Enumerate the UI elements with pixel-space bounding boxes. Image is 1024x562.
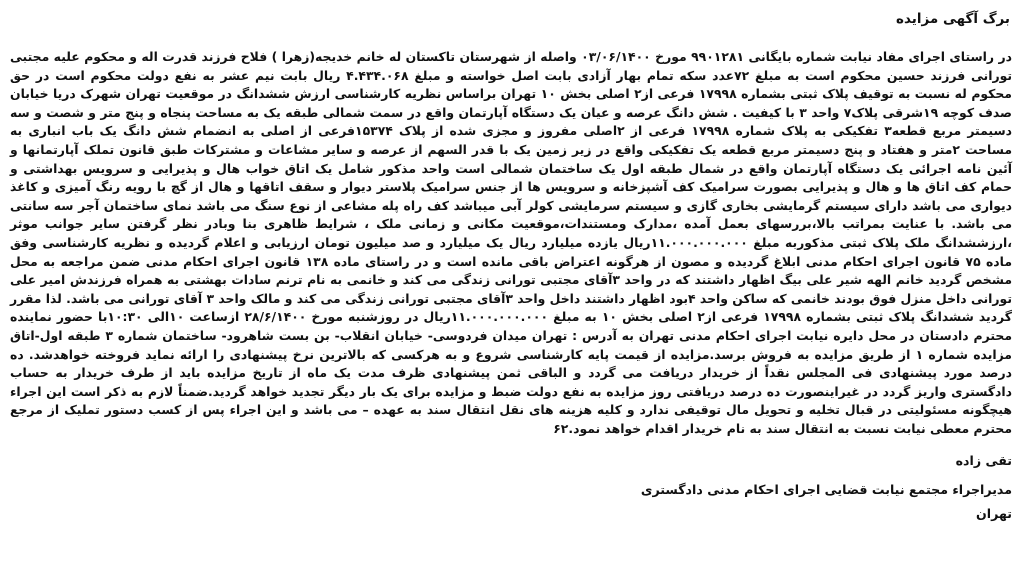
notice-title: برگ آگهی مزایده [896, 11, 1010, 27]
signer-name: تقی زاده [955, 453, 1012, 469]
notice-body-text: در راستای اجرای مفاد نیابت شماره بایگانی ۹۹۰۱۲۸۱ مورخ ۰۳/۰۶/۱۴۰۰ واصله از شهرستان تاکستان له خانم خدیجه(زهرا ) فلاح فرزند قدرت اله و محکوم علیه مجتبی تورانی فرزند حسین محکوم است به مبلغ ۷۲عدد سکه تمام بهار آزادی بابت اصل خواسته و مبلغ ۴.۴۳۴.۰۶۸ ریال بابت نیم عشر به نفع دولت محکوم است در حق محکوم له نسبت به توقیف پلاک ثبتی بشماره ۱۷۹۹۸ فرعی از۲ اصلی بخش ۱۰ تهران براساس نظریه کارشناسی ارزش ششدانگ در موقعیت تهران شهرک دریا خیابان صدف کوچه ۱۹شرقی پلاک۷ واحد ۳ با کیفیت . شش دانگ عرصه و عیان یک دستگاه آپارتمان واقع در سمت شمالی طبقه یک به مساحت پنجاه و پنج متر و شصت و سه دسیمتر مربع قطعه۳ تفکیکی به پلاک شماره ۱۷۹۹۸ فرعی از ۲اصلی مفروز و مجزی شده از پلاک ۱۵۳۷۴فرعی از اصلی به انضمام شش دانگ یک باب انباری به مساحت ۲متر و هفتاد و پنج دسیمتر مربع قطعه یک تفکیکی واقع در زیر زمین یک با قدر السهم از عرصه و سایر مشاعات و مشترکات طبق قانون تملک آپارتمانها و آئین نامه اجرائی یک دستگاه آپارتمان واقع در شمال طبقه اول یک ساختمان شمالی است واحد مذکور شامل یک اتاق خواب هال و پذیرایی و سرویس بهداشتی و حمام کف اتاق ها و هال و پذیرایی بصورت سرامیک کف آشپزخانه و سرویس ها از جنس سرامیک پلاستر دیوار و سقف اتاقها و هال از گچ با رویه رنگ آمیزی و کاغذ دیواری می باشد دارای سیستم گرمایشی بخاری گازی و سیستم سرمایشی کولر آبی میباشد کف راه پله مشاعی از نوع سنگ می باشد نمای ساختمان آجر سه سانتی می باشد. با عنایت بمراتب بالا،بررسهای بعمل آمده ،مدارک ومستندات،موقعیت مکانی و زمانی ملک ، شرایط ظاهری بنا وبادر نظر گرفتن سایر جوانب موثر ،ارزششدانگ ملک پلاک ثبتی مذکوربه مبلغ ۱۱.۰۰۰.۰۰۰.۰۰۰ریال یازده میلیارد ریال یک میلیارد و صد میلیون تومان ارزیابی و اعلام گردیده و نظریه کارشناسی وفق ماده ۷۵ قانون اجرای احکام مدنی ابلاغ گردیده و مصون از هرگونه اعتراض باقی مانده است و در راستای ماده ۱۳۸ قانون اجرای احکام مدنی ضمن مراجعه به محل مشخص گردید خانم الهه شیر علی بیگ اظهار داشتند که در واحد ۳آقای مجتبی تورانی زندگی می کند و خانمی به نام ترنم سادات بهشتی به همراه فرزندش امیر علی تورانی داخل منزل فوق بودند خانمی که ساکن واحد ۴بود اظهار داشتند داخل واحد ۳آقای مجتبی تورانی زندگی می کند و مالک واحد ۳ آقای تورانی می باشد. لذا مقرر گردید ششدانگ پلاک ثبتی بشماره ۱۷۹۹۸ فرعی از۲ اصلی بخش ۱۰ به مبلغ ۱۱.۰۰۰.۰۰۰.۰۰۰ریال در روزشنبه مورخ ۲۸/۶/۱۴۰۰ ازساعت ۱۰الی ۱۰:۳۰با حضور نماینده محترم دادستان در محل دایره نیابت اجرای احکام مدنی تهران به آدرس : تهران میدان فردوسی- خیابان انقلاب- بن بست شاهرود- ساختمان شماره ۳ طبقه اول-اتاق مزایده شماره ۱ از طریق مزایده به فروش برسد.مزایده از قیمت پایه کارشناسی شروع و به هرکسی که بالاترین نرخ پیشنهادی را ارائه نماید فروخته خواهدشد. ده درصد مورد پیشنهادی فی المجلس نقداً از خریدار دریافت می گردد و الباقی ثمن پیشنهادی ظرف مدت یک ماه از تاریخ مزایده باید از طرف خریدار به حساب دادگستری واریز گردد در غیراینصورت ده درصد دریافتی روز مزایده به نفع دولت ضبط و مزایده برای یک بار دیگر تجدید خواهد گردید.ضمناً لازم به ذکر است این اجراء هیچگونه مسئولیتی در قبال تخلیه و تحویل مال توقیفی ندارد و کلیه هزینه های نقل انتقال سند به عهده – می باشد و این اجراء پس از کسب دستور تملیک از مرجع محترم معطی نیابت نسبت به انتقال سند به نام خریدار اقدام خواهد نمود.۶۲ [10, 49, 1013, 436]
signer-title: مدیراجراء مجتمع نیابت قضایی اجرای احکام مدنی دادگستری [640, 482, 1012, 498]
signer-city: تهران [976, 506, 1012, 522]
signature-block [10, 452, 1012, 523]
